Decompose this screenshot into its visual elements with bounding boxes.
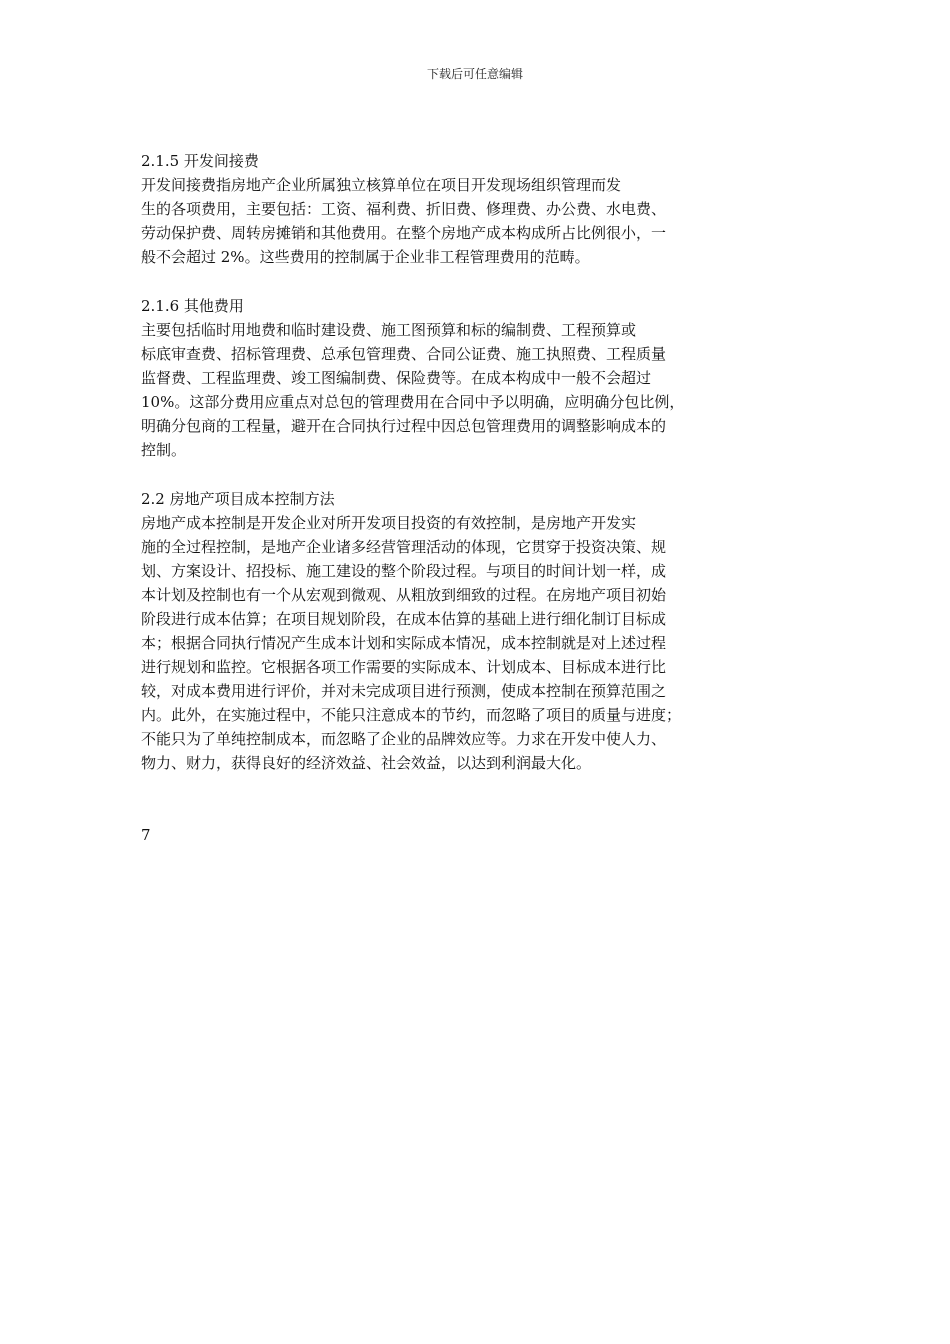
section-heading: 2.2 房地产项目成本控制方法 [141, 490, 335, 508]
section-heading: 2.1.5 开发间接费 [141, 152, 259, 170]
paragraph-line: 监督费、工程监理费、竣工图编制费、保险费等。在成本构成中一般不会超过 [141, 369, 652, 387]
paragraph-line: 较，对成本费用进行评价，并对未完成项目进行预测，使成本控制在预算范围之 [141, 682, 667, 700]
paragraph-line: 房地产成本控制是开发企业对所开发项目投资的有效控制，是房地产开发实 [141, 514, 637, 532]
paragraph-line: 阶段进行成本估算；在项目规划阶段，在成本估算的基础上进行细化制订目标成 [141, 610, 667, 628]
section-2-1-5 [141, 149, 741, 269]
paragraph-line: 10%。这部分费用应重点对总包的管理费用在合同中予以明确，应明确分包比例， [141, 393, 685, 411]
paragraph-line: 本；根据合同执行情况产生成本计划和实际成本情况，成本控制就是对上述过程 [141, 634, 667, 652]
paragraph-line: 进行规划和监控。它根据各项工作需要的实际成本、计划成本、目标成本进行比 [141, 658, 667, 676]
paragraph-line: 不能只为了单纯控制成本，而忽略了企业的品牌效应等。力求在开发中使人力、 [141, 730, 667, 748]
section-heading: 2.1.6 其他费用 [141, 297, 244, 315]
document-body [141, 149, 741, 775]
paragraph-line: 劳动保护费、周转房摊销和其他费用。在整个房地产成本构成所占比例很小，一 [141, 224, 667, 242]
paragraph-line: 开发间接费指房地产企业所属独立核算单位在项目开发现场组织管理而发 [141, 176, 622, 194]
paragraph-line: 主要包括临时用地费和临时建设费、施工图预算和标的编制费、工程预算或 [141, 321, 637, 339]
paragraph-line: 划、方案设计、招投标、施工建设的整个阶段过程。与项目的时间计划一样，成 [141, 562, 667, 580]
paragraph-line: 施的全过程控制，是地产企业诸多经营管理活动的体现，它贯穿于投资决策、规 [141, 538, 667, 556]
paragraph-line: 生的各项费用，主要包括：工资、福利费、折旧费、修理费、办公费、水电费、 [141, 200, 667, 218]
paragraph-line: 控制。 [141, 441, 187, 459]
paragraph-line: 物力、财力，获得良好的经济效益、社会效益，以达到利润最大化。 [141, 754, 592, 772]
paragraph-line: 标底审查费、招标管理费、总承包管理费、合同公证费、施工执照费、工程质量 [141, 345, 667, 363]
section-2-1-6 [141, 294, 741, 462]
paragraph-line: 般不会超过 2%。这些费用的控制属于企业非工程管理费用的范畴。 [141, 248, 590, 266]
page-header: 下载后可任意编辑 [426, 67, 523, 81]
section-2-2 [141, 487, 741, 775]
paragraph-line: 明确分包商的工程量，避开在合同执行过程中因总包管理费用的调整影响成本的 [141, 417, 667, 435]
paragraph-line: 内。此外，在实施过程中，不能只注意成本的节约，而忽略了项目的质量与进度； [141, 706, 682, 724]
paragraph-line: 本计划及控制也有一个从宏观到微观、从粗放到细致的过程。在房地产项目初始 [141, 586, 667, 604]
page-number: 7 [141, 826, 151, 844]
